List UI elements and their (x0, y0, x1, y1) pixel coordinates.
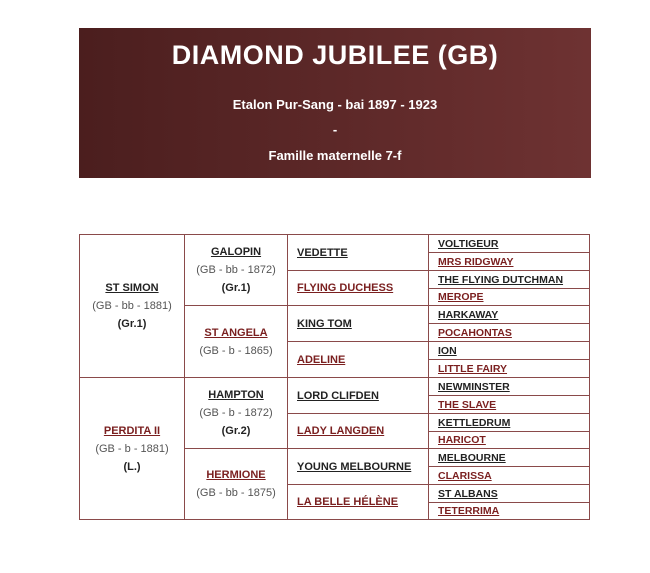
ancestor-name[interactable]: HARICOT (438, 434, 486, 446)
grandparent-grade: (Gr.2) (221, 425, 251, 437)
great-grandparent-name[interactable]: LORD CLIFDEN (297, 389, 379, 402)
ancestor-name[interactable]: VOLTIGEUR (438, 237, 499, 250)
dam-info: (GB - b - 1881) (95, 442, 169, 455)
ancestor-name[interactable]: TETERRIMA (438, 505, 500, 517)
dam-cell (79, 377, 185, 520)
ancestor-cell (428, 270, 590, 289)
ancestor-cell (428, 484, 590, 503)
pedigree-table (79, 234, 590, 520)
grandparent-info: (GB - b - 1872) (199, 407, 273, 419)
grandparent-name[interactable]: ST ANGELA (204, 326, 268, 339)
grandparent-info: (GB - bb - 1872) (196, 264, 276, 276)
ancestor-cell (428, 395, 590, 414)
great-grandparent-cell (287, 270, 429, 306)
ancestor-name[interactable]: ST ALBANS (438, 487, 498, 500)
great-grandparent-name[interactable]: KING TOM (297, 317, 352, 330)
grandparent-info: (GB - bb - 1875) (196, 487, 276, 499)
great-grandparent-name[interactable]: YOUNG MELBOURNE (297, 460, 412, 473)
ancestor-cell (428, 359, 590, 378)
grandparent-cell (184, 305, 288, 378)
ancestor-cell (428, 502, 590, 520)
great-grandparent-cell (287, 377, 429, 414)
sire-grade: (Gr.1) (117, 318, 147, 330)
grandparent-name[interactable]: HAMPTON (208, 389, 264, 401)
ancestor-cell (428, 466, 590, 485)
sire-name[interactable]: ST SIMON (105, 282, 159, 294)
ancestor-cell (428, 252, 590, 271)
grandparent-name[interactable]: HERMIONE (206, 469, 266, 481)
dam-grade: (L.) (123, 460, 141, 473)
ancestor-name[interactable]: ION (438, 344, 457, 357)
ancestor-cell (428, 431, 590, 449)
ancestor-cell (428, 341, 590, 360)
ancestor-name[interactable]: MRS RIDGWAY (438, 255, 514, 268)
ancestor-cell (428, 305, 590, 324)
ancestor-cell (428, 234, 590, 253)
great-grandparent-cell (287, 234, 429, 271)
horse-description: Etalon Pur-Sang - bai 1897 - 1923 (232, 97, 438, 112)
grandparent-cell (184, 234, 288, 306)
grandparent-info: (GB - b - 1865) (199, 344, 273, 357)
great-grandparent-cell (287, 305, 429, 342)
great-grandparent-name[interactable]: LADY LANGDEN (297, 425, 385, 437)
ancestor-cell (428, 413, 590, 432)
grandparent-cell (184, 377, 288, 449)
separator-dash: - (332, 122, 338, 137)
great-grandparent-cell (287, 484, 429, 520)
ancestor-name[interactable]: NEWMINSTER (438, 380, 510, 393)
great-grandparent-cell (287, 413, 429, 449)
ancestor-name[interactable]: MELBOURNE (438, 451, 506, 464)
sire-info: (GB - bb - 1881) (92, 300, 172, 312)
great-grandparent-name[interactable]: VEDETTE (297, 246, 348, 259)
sire-cell (79, 234, 185, 378)
ancestor-name[interactable]: CLARISSA (438, 469, 492, 482)
great-grandparent-cell (287, 341, 429, 378)
great-grandparent-name[interactable]: LA BELLE HÉLÈNE (297, 496, 399, 508)
ancestor-cell (428, 448, 590, 467)
ancestor-cell (428, 377, 590, 396)
ancestor-cell (428, 323, 590, 342)
grandparent-name[interactable]: GALOPIN (210, 246, 262, 258)
grandparent-cell (184, 448, 288, 520)
ancestor-name[interactable]: THE SLAVE (438, 398, 497, 411)
ancestor-name[interactable]: THE FLYING DUTCHMAN (438, 273, 564, 286)
header-banner (79, 28, 591, 178)
ancestor-name[interactable]: POCAHONTAS (438, 326, 512, 339)
great-grandparent-cell (287, 448, 429, 485)
ancestor-name[interactable]: LITTLE FAIRY (438, 362, 508, 375)
ancestor-name[interactable]: HARKAWAY (438, 308, 499, 321)
dam-name[interactable]: PERDITA II (103, 424, 161, 437)
ancestor-cell (428, 288, 590, 306)
great-grandparent-name[interactable]: ADELINE (297, 353, 346, 366)
grandparent-grade: (Gr.1) (221, 282, 251, 294)
great-grandparent-name[interactable]: FLYING DUCHESS (297, 282, 394, 294)
ancestor-name[interactable]: MEROPE (438, 291, 484, 303)
page-title: DIAMOND JUBILEE (GB) (171, 40, 499, 70)
ancestor-name[interactable]: KETTLEDRUM (438, 416, 511, 429)
maternal-family: Famille maternelle 7-f (268, 148, 402, 163)
